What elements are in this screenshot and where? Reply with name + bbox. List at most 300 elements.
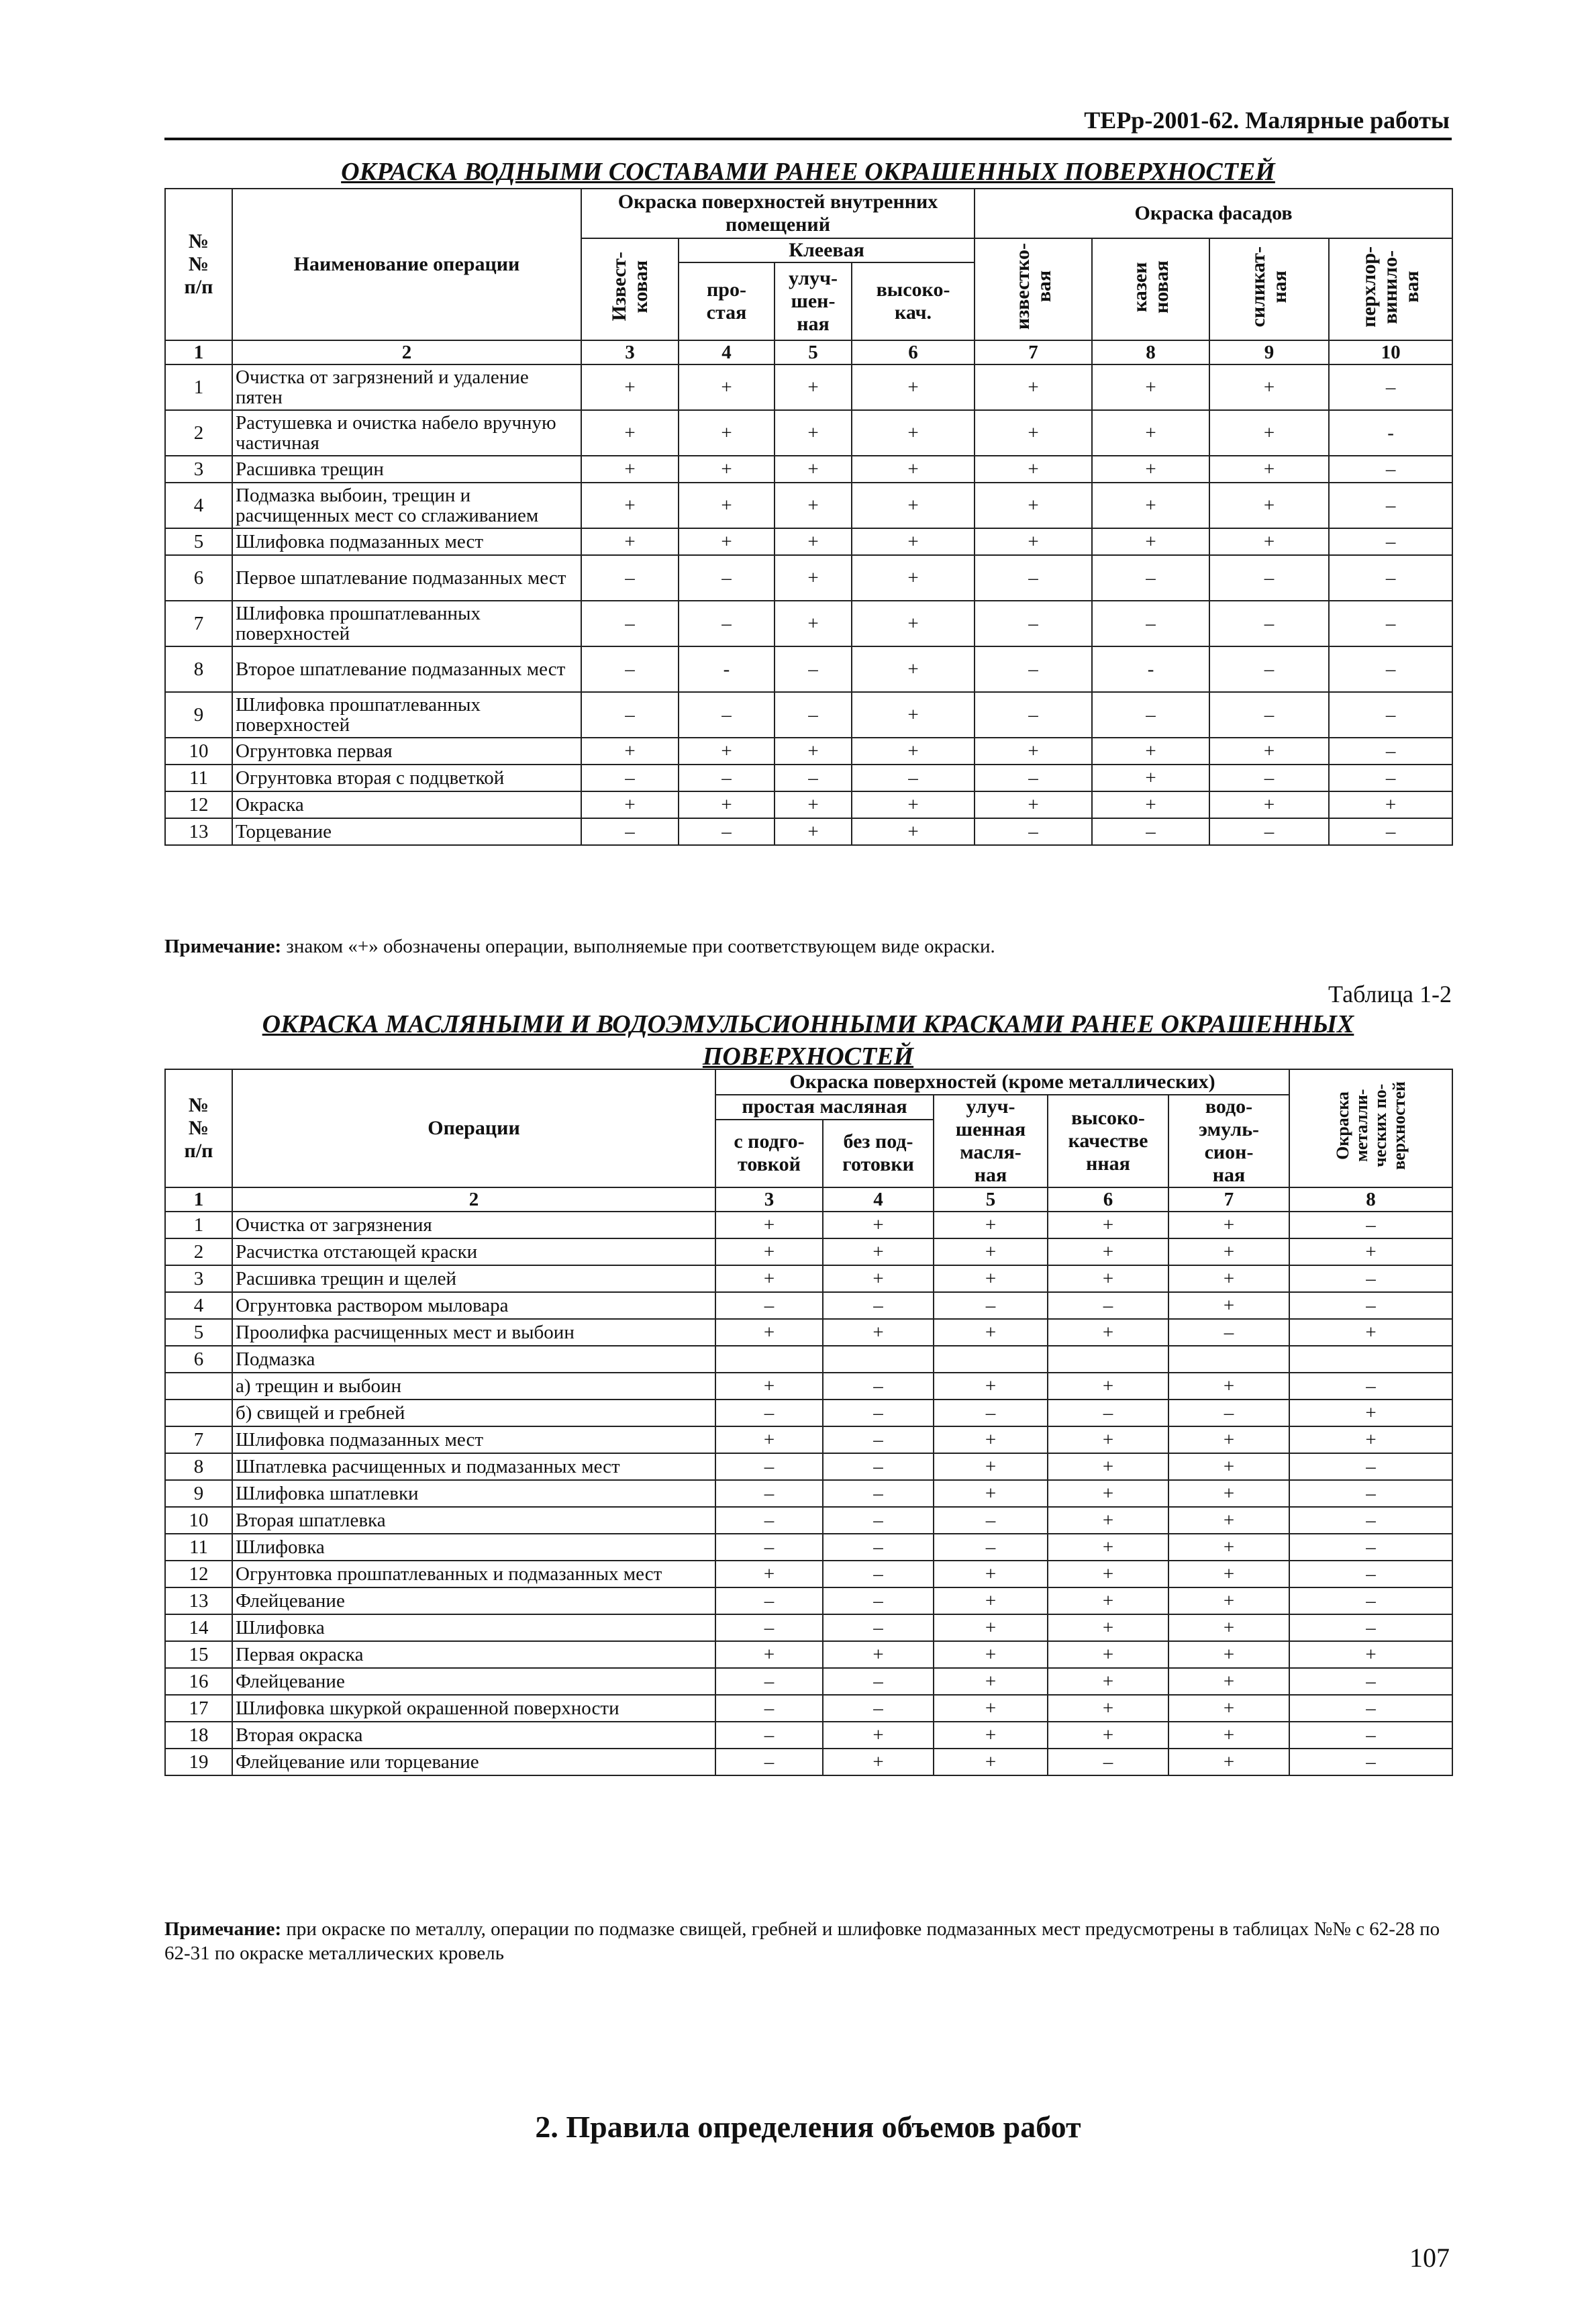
mark-cell: +	[1048, 1614, 1168, 1641]
row-number: 4	[165, 483, 232, 528]
mark-cell: +	[975, 456, 1092, 483]
operation-name: Шлифовка подмазанных мест	[232, 1426, 715, 1453]
mark-cell: –	[1092, 601, 1209, 646]
mark-cell: +	[715, 1265, 823, 1292]
t2-head-simple-oil: простая масляная	[715, 1095, 934, 1120]
mark-cell: +	[1209, 528, 1329, 555]
mark-cell: –	[823, 1426, 934, 1453]
row-number: 6	[165, 1346, 232, 1373]
mark-cell: +	[823, 1212, 934, 1238]
table2-note: Примечание: при окраске по металлу, операции по подмазке свищей, гребней и шлифовке подмазанных мест предусмотрены в таблицах №№ с 62-28 по 62-31 по окраске металлических кровель	[164, 1918, 1440, 1964]
t1-head-interior: Окраска поверхностей внутренних помещений	[581, 189, 975, 238]
mark-cell: +	[1048, 1587, 1168, 1614]
mark-cell: –	[1209, 555, 1329, 601]
mark-cell: –	[1329, 818, 1452, 845]
operation-name: Вторая окраска	[232, 1722, 715, 1749]
t1-head-f-pvc: перхлор- винило- вая	[1329, 238, 1452, 340]
mark-cell: +	[1168, 1641, 1289, 1668]
table1	[164, 188, 1453, 846]
mark-cell: –	[581, 692, 679, 738]
t1-head-facade: Окраска фасадов	[975, 189, 1452, 238]
row-number: 2	[165, 410, 232, 456]
mark-cell: +	[1048, 1561, 1168, 1587]
mark-cell: +	[1168, 1614, 1289, 1641]
column-number: 7	[975, 340, 1092, 364]
mark-cell: +	[775, 364, 852, 410]
mark-cell: +	[1168, 1426, 1289, 1453]
mark-cell: +	[852, 483, 975, 528]
mark-cell	[715, 1346, 823, 1373]
mark-cell: –	[823, 1695, 934, 1722]
mark-cell: +	[934, 1373, 1048, 1400]
mark-cell: +	[934, 1319, 1048, 1346]
column-number: 1	[165, 340, 232, 364]
table2	[164, 1069, 1453, 1776]
mark-cell: –	[1289, 1534, 1452, 1561]
mark-cell: +	[715, 1212, 823, 1238]
mark-cell: +	[581, 791, 679, 818]
table-row	[165, 1614, 1452, 1641]
mark-cell: –	[581, 765, 679, 791]
mark-cell: –	[1048, 1749, 1168, 1775]
mark-cell: –	[1289, 1668, 1452, 1695]
mark-cell: –	[1209, 692, 1329, 738]
mark-cell: +	[1092, 410, 1209, 456]
mark-cell: +	[775, 791, 852, 818]
mark-cell: +	[1168, 1749, 1289, 1775]
t2-head-with-prep: с подго- товкой	[715, 1120, 823, 1187]
mark-cell: –	[1329, 765, 1452, 791]
operation-name: Шлифовка подмазанных мест	[232, 528, 581, 555]
mark-cell: +	[934, 1614, 1048, 1641]
mark-cell: +	[679, 483, 775, 528]
column-number: 3	[715, 1187, 823, 1212]
row-number: 12	[165, 1561, 232, 1587]
mark-cell: –	[715, 1507, 823, 1534]
row-number: 8	[165, 646, 232, 692]
mark-cell: –	[1289, 1695, 1452, 1722]
mark-cell: –	[715, 1695, 823, 1722]
row-number: 13	[165, 1587, 232, 1614]
mark-cell: +	[852, 456, 975, 483]
row-number: 7	[165, 1426, 232, 1453]
mark-cell: +	[1168, 1238, 1289, 1265]
mark-cell: –	[975, 765, 1092, 791]
mark-cell: –	[1209, 646, 1329, 692]
mark-cell: +	[1168, 1480, 1289, 1507]
mark-cell: +	[1168, 1587, 1289, 1614]
mark-cell: +	[934, 1480, 1048, 1507]
table-row	[165, 1400, 1452, 1426]
mark-cell: –	[823, 1668, 934, 1695]
mark-cell: +	[934, 1641, 1048, 1668]
mark-cell: –	[1048, 1292, 1168, 1319]
operation-name: Огрунтовка вторая с подцветкой	[232, 765, 581, 791]
operation-name: Шлифовка	[232, 1614, 715, 1641]
mark-cell: +	[1092, 791, 1209, 818]
mark-cell: +	[1209, 791, 1329, 818]
row-number: 15	[165, 1641, 232, 1668]
mark-cell: –	[715, 1534, 823, 1561]
table-row	[165, 555, 1452, 601]
mark-cell: –	[975, 555, 1092, 601]
operation-name: Расчистка отстающей краски	[232, 1238, 715, 1265]
operation-name: Флейцевание	[232, 1587, 715, 1614]
mark-cell: +	[715, 1238, 823, 1265]
mark-cell: +	[1048, 1319, 1168, 1346]
mark-cell: –	[823, 1561, 934, 1587]
table-row	[165, 410, 1452, 456]
mark-cell: +	[679, 410, 775, 456]
row-number: 16	[165, 1668, 232, 1695]
table1-note: Примечание: знаком «+» обозначены операции, выполняемые при соответствующем виде окраски.	[164, 936, 995, 957]
row-number: 8	[165, 1453, 232, 1480]
mark-cell: –	[1289, 1453, 1452, 1480]
table-row	[165, 818, 1452, 845]
mark-cell: –	[1329, 483, 1452, 528]
mark-cell: +	[1329, 791, 1452, 818]
mark-cell: –	[1329, 601, 1452, 646]
mark-cell: –	[823, 1587, 934, 1614]
column-number: 1	[165, 1187, 232, 1212]
mark-cell	[1168, 1346, 1289, 1373]
mark-cell: +	[1168, 1373, 1289, 1400]
mark-cell: –	[1289, 1587, 1452, 1614]
row-number: 13	[165, 818, 232, 845]
mark-cell: +	[934, 1426, 1048, 1453]
mark-cell: +	[1092, 456, 1209, 483]
mark-cell: +	[1289, 1238, 1452, 1265]
mark-cell: –	[1092, 692, 1209, 738]
operation-name: Вторая шпатлевка	[232, 1507, 715, 1534]
operation-name: Расшивка трещин	[232, 456, 581, 483]
mark-cell: +	[679, 456, 775, 483]
page-number: 107	[1409, 2243, 1450, 2273]
t1-head-simple: про- стая	[679, 262, 775, 340]
mark-cell: +	[975, 791, 1092, 818]
mark-cell: +	[1168, 1507, 1289, 1534]
row-number	[165, 1400, 232, 1426]
column-number: 5	[934, 1187, 1048, 1212]
table2-label: Таблица 1-2	[1328, 981, 1452, 1008]
column-number: 6	[1048, 1187, 1168, 1212]
mark-cell: +	[1048, 1722, 1168, 1749]
mark-cell: –	[823, 1373, 934, 1400]
mark-cell: –	[1329, 738, 1452, 765]
row-number: 1	[165, 1212, 232, 1238]
operation-name: Торцевание	[232, 818, 581, 845]
mark-cell: –	[581, 818, 679, 845]
table-row	[165, 1453, 1452, 1480]
operation-name: Флейцевание или торцевание	[232, 1749, 715, 1775]
table-row	[165, 1265, 1452, 1292]
mark-cell: +	[934, 1668, 1048, 1695]
row-number: 5	[165, 528, 232, 555]
operation-name: Подмазка	[232, 1346, 715, 1373]
mark-cell: +	[1092, 483, 1209, 528]
mark-cell: +	[1209, 456, 1329, 483]
mark-cell: +	[823, 1238, 934, 1265]
mark-cell: –	[1289, 1561, 1452, 1587]
mark-cell: +	[975, 364, 1092, 410]
mark-cell: +	[775, 738, 852, 765]
table-row	[165, 1507, 1452, 1534]
mark-cell: –	[715, 1453, 823, 1480]
row-number: 2	[165, 1238, 232, 1265]
mark-cell: +	[775, 818, 852, 845]
mark-cell: +	[852, 410, 975, 456]
mark-cell: +	[1209, 410, 1329, 456]
mark-cell: +	[823, 1749, 934, 1775]
mark-cell: +	[823, 1722, 934, 1749]
mark-cell: +	[1289, 1319, 1452, 1346]
mark-cell: +	[775, 410, 852, 456]
mark-cell: +	[934, 1587, 1048, 1614]
mark-cell: +	[1289, 1641, 1452, 1668]
table-row	[165, 483, 1452, 528]
mark-cell: -	[1092, 646, 1209, 692]
table-row	[165, 1238, 1452, 1265]
mark-cell: +	[975, 410, 1092, 456]
mark-cell: –	[1289, 1292, 1452, 1319]
column-number: 8	[1092, 340, 1209, 364]
row-number: 18	[165, 1722, 232, 1749]
mark-cell: –	[679, 765, 775, 791]
mark-cell: –	[1092, 818, 1209, 845]
row-number: 7	[165, 601, 232, 646]
row-number: 6	[165, 555, 232, 601]
mark-cell: +	[823, 1641, 934, 1668]
mark-cell: +	[852, 555, 975, 601]
table-row	[165, 1534, 1452, 1561]
operation-name: Флейцевание	[232, 1668, 715, 1695]
column-number: 2	[232, 1187, 715, 1212]
mark-cell: –	[679, 818, 775, 845]
table-row	[165, 1749, 1452, 1775]
table-row	[165, 456, 1452, 483]
row-number: 11	[165, 765, 232, 791]
mark-cell: –	[679, 692, 775, 738]
mark-cell: +	[581, 410, 679, 456]
mark-cell: +	[1048, 1534, 1168, 1561]
column-number: 6	[852, 340, 975, 364]
running-header: ТЕРр-2001-62. Малярные работы	[1084, 107, 1450, 134]
mark-cell: –	[775, 646, 852, 692]
mark-cell: –	[1289, 1614, 1452, 1641]
mark-cell: -	[1329, 410, 1452, 456]
mark-cell: +	[715, 1373, 823, 1400]
mark-cell: –	[715, 1400, 823, 1426]
mark-cell: –	[1289, 1722, 1452, 1749]
mark-cell: +	[679, 791, 775, 818]
row-number: 3	[165, 456, 232, 483]
mark-cell: +	[775, 528, 852, 555]
mark-cell: –	[1289, 1373, 1452, 1400]
operation-name: Первая окраска	[232, 1641, 715, 1668]
mark-cell: –	[679, 555, 775, 601]
mark-cell: –	[975, 818, 1092, 845]
mark-cell: +	[934, 1453, 1048, 1480]
row-number: 9	[165, 1480, 232, 1507]
mark-cell: +	[1168, 1292, 1289, 1319]
column-number: 7	[1168, 1187, 1289, 1212]
mark-cell: +	[1168, 1453, 1289, 1480]
mark-cell: +	[975, 528, 1092, 555]
mark-cell: +	[581, 738, 679, 765]
table-row	[165, 738, 1452, 765]
row-number: 4	[165, 1292, 232, 1319]
mark-cell: +	[715, 1561, 823, 1587]
mark-cell: +	[1209, 483, 1329, 528]
mark-cell: +	[1168, 1668, 1289, 1695]
operation-name: Шпатлевка расчищенных и подмазанных мест	[232, 1453, 715, 1480]
operation-name: Шлифовка	[232, 1534, 715, 1561]
mark-cell: –	[934, 1400, 1048, 1426]
mark-cell: –	[975, 601, 1092, 646]
mark-cell: –	[715, 1587, 823, 1614]
table-row	[165, 692, 1452, 738]
mark-cell: –	[679, 601, 775, 646]
t2-head-hq: высоко- качестве нная	[1048, 1095, 1168, 1187]
operation-name: Огрунтовка первая	[232, 738, 581, 765]
operation-name: Растушевка и очистка набело вручную частичная	[232, 410, 581, 456]
mark-cell: +	[1209, 738, 1329, 765]
mark-cell: +	[975, 483, 1092, 528]
mark-cell: +	[1092, 364, 1209, 410]
t1-head-f-lime: известко- вая	[975, 238, 1092, 340]
mark-cell: +	[852, 364, 975, 410]
column-number: 9	[1209, 340, 1329, 364]
table-row	[165, 1641, 1452, 1668]
mark-cell: –	[1092, 555, 1209, 601]
row-number: 12	[165, 791, 232, 818]
header-rule	[164, 138, 1452, 140]
table-row	[165, 1480, 1452, 1507]
table-row	[165, 1722, 1452, 1749]
mark-cell: +	[1092, 528, 1209, 555]
mark-cell: +	[975, 738, 1092, 765]
mark-cell: +	[1168, 1265, 1289, 1292]
t2-head-metal: Окраска металли- ческих по- верхностей	[1289, 1069, 1452, 1187]
mark-cell: –	[934, 1534, 1048, 1561]
mark-cell: +	[1289, 1426, 1452, 1453]
column-number: 10	[1329, 340, 1452, 364]
table-row	[165, 791, 1452, 818]
mark-cell: +	[852, 738, 975, 765]
column-number: 2	[232, 340, 581, 364]
mark-cell: –	[1209, 601, 1329, 646]
mark-cell: –	[823, 1292, 934, 1319]
mark-cell: +	[1289, 1400, 1452, 1426]
mark-cell: +	[934, 1722, 1048, 1749]
mark-cell: –	[823, 1480, 934, 1507]
t1-head-lime: Извест- ковая	[581, 238, 679, 340]
operation-name: Шлифовка прошпатлеванных поверхностей	[232, 692, 581, 738]
mark-cell: –	[852, 765, 975, 791]
mark-cell	[823, 1346, 934, 1373]
mark-cell: +	[581, 483, 679, 528]
t2-head-water: водо- эмуль- сион- ная	[1168, 1095, 1289, 1187]
operation-name: Шлифовка шпатлевки	[232, 1480, 715, 1507]
table-row	[165, 646, 1452, 692]
mark-cell: +	[581, 456, 679, 483]
mark-cell: +	[1048, 1238, 1168, 1265]
row-number: 11	[165, 1534, 232, 1561]
mark-cell: –	[934, 1292, 1048, 1319]
operation-name: Подмазка выбоин, трещин и расчищенных мест со сглаживанием	[232, 483, 581, 528]
table1-title: ОКРАСКА ВОДНЫМИ СОСТАВАМИ РАНЕЕ ОКРАШЕННЫХ ПОВЕРХНОСТЕЙ	[341, 158, 1275, 186]
mark-cell: +	[1048, 1668, 1168, 1695]
row-number: 9	[165, 692, 232, 738]
t2-head-surf: Окраска поверхностей (кроме металлических)	[715, 1069, 1289, 1095]
mark-cell: –	[715, 1614, 823, 1641]
row-number: 5	[165, 1319, 232, 1346]
operation-name: б) свищей и гребней	[232, 1400, 715, 1426]
mark-cell: +	[1048, 1212, 1168, 1238]
mark-cell: –	[823, 1534, 934, 1561]
t1-head-glue: Клеевая	[679, 238, 975, 262]
row-number	[165, 1373, 232, 1400]
mark-cell: +	[1048, 1265, 1168, 1292]
mark-cell: –	[775, 692, 852, 738]
mark-cell: –	[1289, 1212, 1452, 1238]
mark-cell: +	[1209, 364, 1329, 410]
mark-cell: –	[823, 1400, 934, 1426]
mark-cell: –	[715, 1749, 823, 1775]
mark-cell: –	[1329, 646, 1452, 692]
row-number: 17	[165, 1695, 232, 1722]
mark-cell: –	[975, 646, 1092, 692]
mark-cell: –	[1209, 765, 1329, 791]
table-row	[165, 765, 1452, 791]
operation-name: Второе шпатлевание подмазанных мест	[232, 646, 581, 692]
column-number: 4	[679, 340, 775, 364]
t1-head-f-casein: казеи новая	[1092, 238, 1209, 340]
t1-head-name: Наименование операции	[232, 189, 581, 340]
t2-head-ops: Операции	[232, 1069, 715, 1187]
mark-cell: –	[1329, 528, 1452, 555]
mark-cell: +	[775, 483, 852, 528]
row-number: 14	[165, 1614, 232, 1641]
mark-cell: +	[1168, 1561, 1289, 1587]
mark-cell: +	[679, 738, 775, 765]
operation-name: Первое шпатлевание подмазанных мест	[232, 555, 581, 601]
table-row	[165, 1426, 1452, 1453]
mark-cell	[1289, 1346, 1452, 1373]
table-row	[165, 1212, 1452, 1238]
mark-cell: +	[581, 528, 679, 555]
mark-cell: +	[852, 646, 975, 692]
mark-cell: -	[679, 646, 775, 692]
mark-cell: –	[1168, 1319, 1289, 1346]
t2-head-num: № № п/п	[165, 1069, 232, 1187]
t1-head-f-silicate: силикат- ная	[1209, 238, 1329, 340]
mark-cell: +	[1048, 1453, 1168, 1480]
table-row	[165, 1292, 1452, 1319]
mark-cell: –	[934, 1507, 1048, 1534]
row-number: 3	[165, 1265, 232, 1292]
operation-name: Огрунтовка прошпатлеванных и подмазанных мест	[232, 1561, 715, 1587]
mark-cell: +	[1048, 1373, 1168, 1400]
mark-cell: +	[1168, 1722, 1289, 1749]
mark-cell: –	[1289, 1749, 1452, 1775]
mark-cell: +	[934, 1238, 1048, 1265]
operation-name: Шлифовка шкуркой окрашенной поверхности	[232, 1695, 715, 1722]
mark-cell: –	[581, 646, 679, 692]
row-number: 10	[165, 738, 232, 765]
mark-cell: –	[975, 692, 1092, 738]
mark-cell: –	[715, 1722, 823, 1749]
